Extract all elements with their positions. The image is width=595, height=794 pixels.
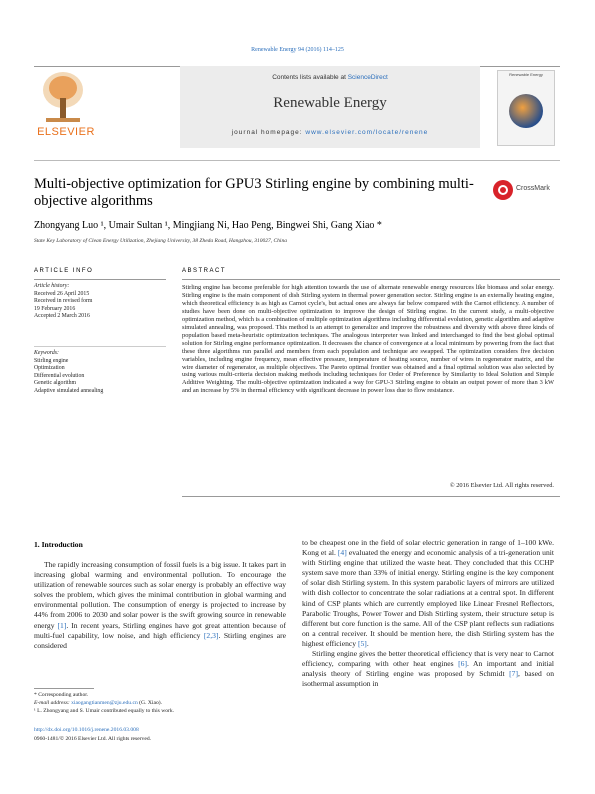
intro-column-right	[302, 538, 554, 689]
citation-line[interactable]: Renewable Energy 94 (2016) 114–125	[251, 47, 344, 53]
intro-text: , based on isothermal assumption in	[302, 669, 554, 689]
intro-text: to be cheapest one in the field of solar electric generation in range of 1–100 kWe. Kong et al.	[302, 538, 554, 558]
intro-text: evaluated the energy and economic analysis of a tri-generation unit with Stirling engine that utilized the waste heat. They concluded that this CCHP system save more than 33% of initial energy. Stirling engine is the key component of solar dish Stirling system. In this system parabolic layers of mirrors are utilized with dish collector to concentrate the solar radiations at a central spot. In different kind of CSP plants which are currently employed like Linear Fresnel Reflectors, Parabolic Troughs, Power Tower and Dish Stirling system, their structure setup is different but core function is the same. All of the CSP plant reflects sun radiations on a central receiver. It should be mention here, the dish Stirling system has the highest efficiency	[302, 548, 554, 648]
reference-link[interactable]: [6]	[458, 659, 467, 669]
abstract-heading: ABSTRACT	[182, 268, 227, 274]
intro-paragraph	[302, 649, 554, 689]
keyword-item: Adaptive simulated annealing	[34, 387, 104, 394]
contents-prefix: Contents lists available at	[272, 74, 348, 81]
equal-contribution-note: ¹ L. Zhongyang and S. Umair contributed equally to this work.	[34, 708, 175, 714]
reference-link[interactable]: [5]	[357, 638, 367, 648]
cover-label: Renewable Energy	[509, 72, 543, 77]
issn-line: 0960-1481/© 2016 Elsevier Ltd. All rights reserved.	[34, 736, 152, 742]
keywords-label: Keywords:	[34, 350, 59, 356]
reference-link[interactable]: [1]	[57, 620, 67, 630]
corresponding-author-note: * Corresponding author.	[34, 692, 89, 698]
info-divider	[34, 279, 166, 280]
history-item: Accepted 2 March 2016	[34, 313, 90, 320]
elsevier-tree-logo	[38, 68, 88, 126]
intro-paragraph	[302, 538, 554, 649]
crossmark-label[interactable]: CrossMark	[516, 185, 550, 192]
intro-text: The rapidly increasing consumption of fossil fuels is a big issue. It takes part in increasing global warming and environmental pollution. To encourage the utilization of renewable sources such as solar energy is probably an effective way solves the problem, which gives the minimal contribution in global warming and environmental pollution. The consumption of energy is projected to increase by 44% from 2006 to 2030 and solar power is the swift growing source in renewable energy	[34, 560, 286, 630]
email-link[interactable]: xiaogangtianmen@zju.edu.cn	[71, 700, 138, 706]
reference-link[interactable]: [4]	[337, 548, 347, 558]
keyword-item: Differential evolution	[34, 372, 85, 379]
email-label: E-mail address:	[34, 700, 72, 706]
keyword-item: Optimization	[34, 365, 65, 372]
footnote-divider	[34, 688, 94, 689]
article-history	[34, 283, 166, 321]
article-title: Multi-objective optimization for GPU3 Stirling engine by combining multi-objective algorithms	[34, 176, 474, 209]
history-item: Received in revised form	[34, 298, 93, 305]
author-list: Zhongyang Luo ¹, Umair Sultan ¹, Mingjiang Ni, Hao Peng, Bingwei Shi, Gang Xiao *	[34, 220, 382, 231]
header-divider	[34, 160, 560, 161]
reference-link[interactable]: [7]	[509, 669, 519, 679]
intro-text: . Stirling engines are considered	[34, 630, 286, 650]
keywords-divider	[34, 346, 166, 347]
keyword-item: Stirling engine	[34, 357, 69, 364]
introduction-heading: 1. Introduction	[34, 540, 83, 549]
intro-column-left	[34, 560, 286, 651]
footnotes	[34, 691, 286, 715]
crossmark-icon-ring	[498, 185, 508, 195]
intro-text: . In recent years, Stirling engines have got great attention because of multi-fuel capability, low noise, and high efficiency	[34, 620, 287, 640]
homepage-link[interactable]: www.elsevier.com/locate/renene	[305, 129, 429, 136]
publisher-name: ELSEVIER	[37, 126, 95, 138]
cover-image	[509, 94, 543, 128]
history-label: Article history:	[34, 283, 70, 289]
copyright-line: © 2016 Elsevier Ltd. All rights reserved.	[449, 482, 554, 489]
history-item: Received 26 April 2015	[34, 290, 90, 297]
intro-text: Stirling engine gives the better theoretical efficiency that is very near to Carnot efficiency, comparing with other heat engines	[302, 649, 554, 669]
keywords	[34, 350, 166, 396]
intro-text: .	[366, 638, 369, 648]
sciencedirect-link[interactable]: ScienceDirect	[347, 74, 388, 81]
intro-text: . An important and initial analysis theory of Stirling engine was proposed by Schmidt	[302, 659, 555, 679]
reference-link[interactable]: [2,3]	[203, 630, 219, 640]
contents-line	[180, 74, 480, 81]
affiliation: State Key Laboratory of Clean Energy Utilization, Zhejiang University, 38 Zheda Road, Hangzhou, 310027, China	[34, 238, 287, 244]
article-info-heading: ARTICLE INFO	[34, 268, 94, 274]
journal-homepage	[180, 129, 480, 136]
journal-title: Renewable Energy	[273, 95, 387, 111]
abstract-text: Stirling engine has become preferable for high attention towards the use of alternate renewable energy resources like biomass and solar energy. Stirling engine is the main component of dish Stirling system in thermal power generation sector. Stirling engine is an externally heating engine, which theoretical efficiency is as high as Carnot cycle's, but actual ones are always far below compared with the Carnot efficiency. A number of studies have been done on multi-objective optimization to improve the design of Stirling engine. In the current study, a multi-objective optimization method, which is a combination of multiple optimization algorithms including differential evolution, genetic algorithm and adaptive simulated annealing, was proposed. This method is an attempt to generalize and improve the robustness and diversity with above three kinds of population based meta-heuristic optimization techniques. The analogous interpreter was linked and interchanged to find the best global optimal solution for Stirling engine performance optimization. It decreases the chance of convergence at a local minimum by powering from the fact that these three algorithms run parallel and members from each population and technique are swapped. The optimization considers five decision variables, including engine frequency, mean effective pressure, temperature of heating source, number of wires in regenerator matrix, and the wire diameter of regenerator, as multiple objectives. The Pareto optimal frontier was obtained and a final optimal solution was also selected by using various multi-criteria decision making methods including techniques for Order of Preference by Similarity to Ideal Solution and Simple Additive Weighting. The multi-objective optimization indicated a way for GPU-3 Stirling engine to obtain an output power of more than 3 kW and an increase by 5% in thermal efficiency with significant decrease in power loss due to flow resistance.	[182, 284, 554, 395]
history-item: 19 February 2016	[34, 305, 76, 312]
doi-link[interactable]: http://dx.doi.org/10.1016/j.renene.2016.03.008	[34, 727, 139, 733]
keyword-item: Genetic algorithm	[34, 380, 77, 387]
abstract-bottom-divider	[182, 496, 560, 497]
email-note	[34, 699, 286, 707]
abstract-divider	[182, 279, 560, 280]
email-suffix: (G. Xiao).	[137, 700, 162, 706]
homepage-prefix: journal homepage:	[231, 129, 306, 136]
